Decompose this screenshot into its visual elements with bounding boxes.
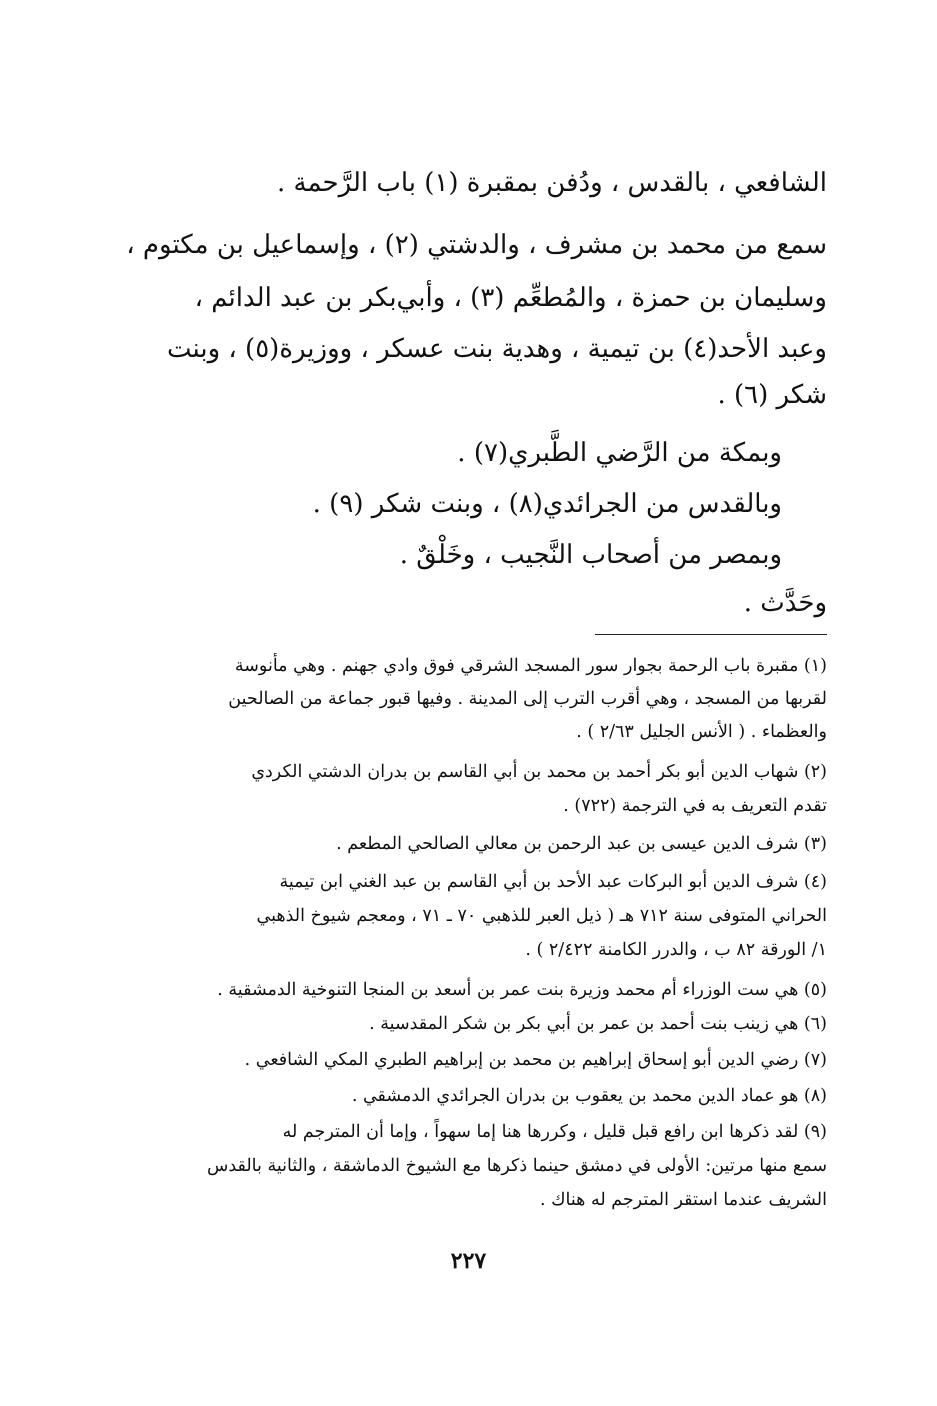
footnote-line: الحراني المتوفى سنة ٧١٢ هـ ( ذيل العبر للذهبي ٧٠ ـ ٧١ ، ومعجم شيوخ الذهبي bbox=[256, 906, 827, 926]
main-text-line: سمع من محمد بن مشرف ، والدشتي (٢) ، وإسماعيل بن مكتوم ، bbox=[126, 230, 827, 260]
main-text-line: وحَدَّث . bbox=[743, 588, 827, 618]
main-text-line: وبمصر من أصحاب النَّجيب ، وخَلْقٌ . bbox=[399, 540, 782, 570]
footnote-line: الشريف عندما استقر المترجم له هناك . bbox=[539, 1190, 827, 1210]
footnote-line: (٧) رضي الدين أبو إسحاق إبراهيم بن محمد بن إبراهيم الطبري المكي الشافعي . bbox=[244, 1050, 827, 1070]
footnote-line: (٤) شرف الدين أبو البركات عبد الأحد بن أبي القاسم بن عبد الغني ابن تيمية bbox=[279, 872, 827, 892]
footnote-line: لقربها من المسجد ، وهي أقرب الترب إلى المدينة . وفيها قبور جماعة من الصالحين bbox=[228, 689, 827, 709]
footnote-line: (٣) شرف الدين عيسى بن عبد الرحمن بن معالي الصالحي المطعم . bbox=[336, 834, 827, 854]
footnote-line: سمع منها مرتين: الأولى في دمشق حينما ذكرها مع الشيوخ الدماشقة ، والثانية بالقدس bbox=[206, 1156, 827, 1176]
footnote-line: (٥) هي ست الوزراء أم محمد وزيرة بنت عمر بن أسعد بن المنجا التنوخية الدمشقية . bbox=[217, 980, 827, 1000]
main-text-line: الشافعي ، بالقدس ، ودُفن بمقبرة (١) باب الرَّحمة . bbox=[277, 168, 827, 198]
main-text-line: وبمكة من الرَّضي الطَّبري(٧) . bbox=[457, 438, 782, 468]
footnote-line: (٨) هو عماد الدين محمد بن يعقوب بن بدران الجرائدي الدمشقي . bbox=[351, 1086, 827, 1106]
main-text-line: وعبد الأحد(٤) بن تيمية ، وهدية بنت عسكر ، ووزيرة(٥) ، وبنت bbox=[166, 334, 827, 364]
main-text-line: وسليمان بن حمزة ، والمُطعِّم (٣) ، وأبي‌بكر بن عبد الدائم ، bbox=[194, 283, 827, 313]
footnote-line: ١/ الورقة ٨٢ ب ، والدرر الكامنة ٢/٤٢٢ ) . bbox=[525, 940, 827, 960]
footnote-line: (١) مقبرة باب الرحمة بجوار سور المسجد الشرقي فوق وادي جهنم . وهي مأنوسة bbox=[234, 656, 827, 676]
footnote-line: (٩) لقد ذكرها ابن رافع قبل قليل ، وكررها هنا إما سهواً ، وإما أن المترجم له bbox=[282, 1122, 827, 1142]
main-text-line: شكر (٦) . bbox=[717, 380, 827, 410]
footnote-line: (٦) هي زينب بنت أحمد بن عمر بن أبي بكر بن شكر المقدسية . bbox=[369, 1014, 827, 1034]
footnote-separator bbox=[595, 634, 827, 635]
footnote-line: تقدم التعريف به في الترجمة (٧٢٢) . bbox=[563, 796, 827, 816]
page-number: ٢٢٧ bbox=[450, 1248, 487, 1274]
footnote-line: (٢) شهاب الدين أبو بكر أحمد بن محمد بن أبي القاسم بن بدران الدشتي الكردي bbox=[251, 762, 827, 782]
main-text-line: وبالقدس من الجرائدي(٨) ، وبنت شكر (٩) . bbox=[312, 489, 782, 519]
footnote-line: والعظماء . ( الأنس الجليل ٢/٦٣ ) . bbox=[576, 722, 827, 742]
